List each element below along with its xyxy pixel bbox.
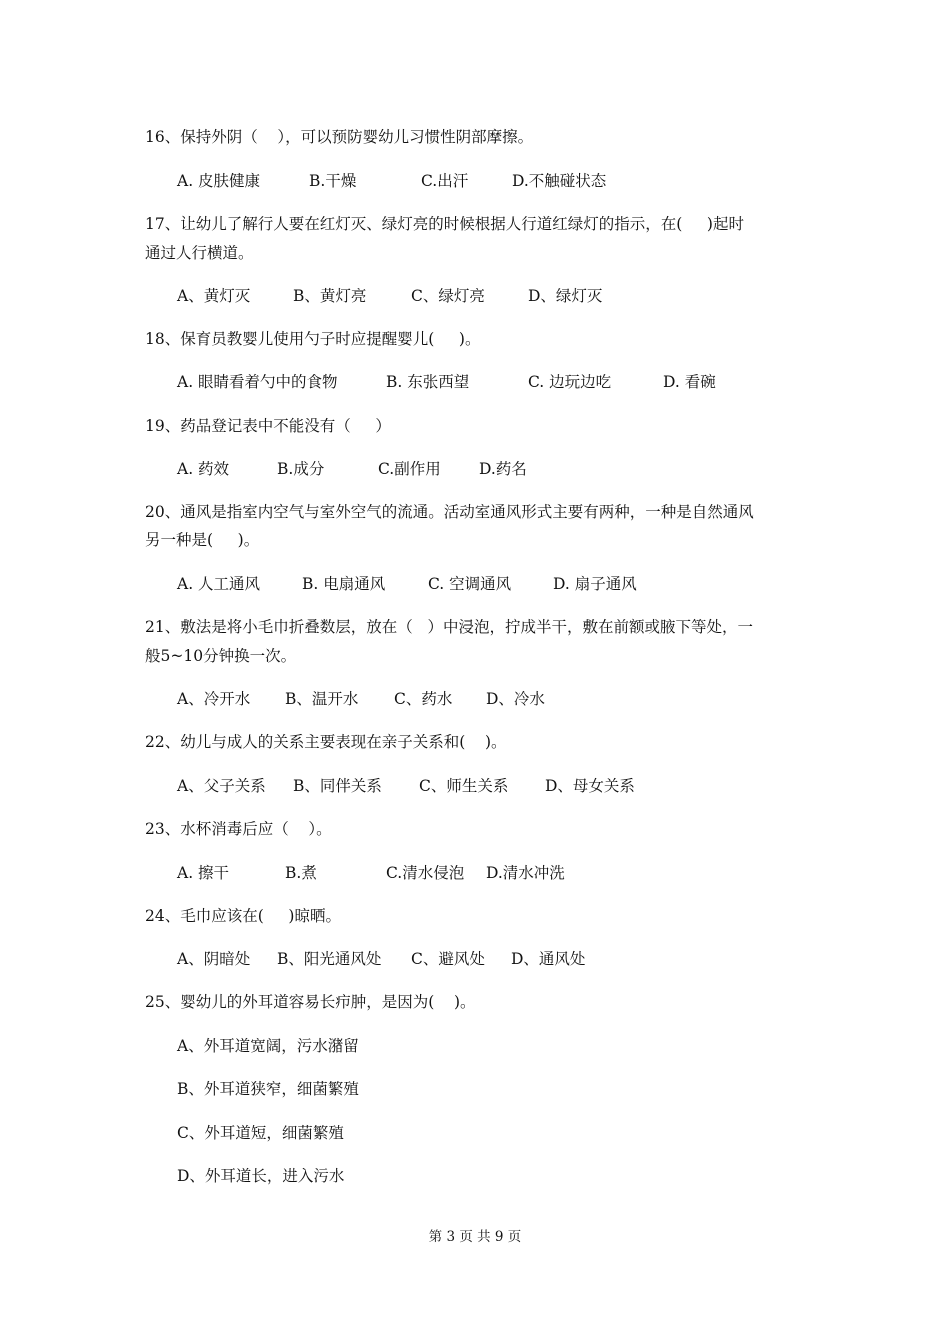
option-c: C、药水: [394, 690, 453, 708]
option-c: C、避风处: [411, 950, 485, 968]
question-23-text: 23、水杯消毒后应（ ）。: [145, 820, 332, 838]
option-a: A、阴暗处: [177, 950, 251, 968]
option-c: C.清水侵泡: [386, 864, 465, 882]
option-d: D.不触碰状态: [512, 172, 607, 190]
option-b: B.煮: [285, 864, 317, 882]
question-20-text: 20、通风是指室内空气与室外空气的流通。活动室通风形式主要有两种，一种是自然通风: [145, 503, 754, 521]
option-d: D、冷水: [486, 690, 545, 708]
option-b: B、同伴关系: [293, 777, 382, 795]
question-21-text: 21、敷法是将小毛巾折叠数层，放在（ ）中浸泡，拧成半干，敷在前额或腋下等处，一: [145, 618, 754, 636]
option-c: C、绿灯亮: [411, 287, 485, 305]
option-b: B、外耳道狭窄，细菌繁殖: [177, 1080, 359, 1098]
option-a: A、父子关系: [177, 777, 266, 795]
option-b: B.成分: [277, 460, 325, 478]
option-a: A. 眼睛看着勺中的食物: [177, 373, 338, 391]
option-c: C.出汗: [421, 172, 469, 190]
question-25-text: 25、婴幼儿的外耳道容易长疖肿，是因为( )。: [145, 993, 476, 1011]
option-b: B、阳光通风处: [277, 950, 382, 968]
option-d: D. 扇子通风: [553, 575, 637, 593]
option-d: D. 看碗: [663, 373, 716, 391]
question-18-text: 18、保育员教婴儿使用勺子时应提醒婴儿( )。: [145, 330, 481, 348]
question-16-text: 16、保持外阴（ ），可以预防婴幼儿习惯性阴部摩擦。: [145, 128, 534, 146]
option-a: A. 皮肤健康: [177, 172, 261, 190]
option-a: A、外耳道宽阔，污水潴留: [177, 1037, 359, 1055]
question-20-text-cont: 另一种是( )。: [145, 531, 260, 549]
option-a: A. 人工通风: [177, 575, 261, 593]
question-22-text: 22、幼儿与成人的关系主要表现在亲子关系和( )。: [145, 733, 507, 751]
option-c: C、师生关系: [419, 777, 509, 795]
option-d: D、外耳道长，进入污水: [177, 1167, 345, 1185]
page-footer: 第 3 页 共 9 页: [428, 1229, 522, 1245]
option-a: A. 擦干: [177, 864, 230, 882]
question-17-text-cont: 通过人行横道。: [145, 244, 254, 262]
option-d: D.清水冲洗: [486, 864, 565, 882]
option-c: C.副作用: [378, 460, 441, 478]
option-a: A、冷开水: [177, 690, 251, 708]
question-19-text: 19、药品登记表中不能没有（ ）: [145, 417, 391, 435]
option-a: A. 药效: [177, 460, 230, 478]
option-b: B、黄灯亮: [293, 287, 367, 305]
option-d: D、通风处: [511, 950, 586, 968]
option-d: D、母女关系: [545, 777, 635, 795]
question-17-text: 17、让幼儿了解行人要在红灯灭、绿灯亮的时候根据人行道红绿灯的指示，在( )起时: [145, 215, 744, 233]
option-d: D、绿灯灭: [528, 287, 603, 305]
option-c: C、外耳道短，细菌繁殖: [177, 1124, 344, 1142]
option-b: B.干燥: [309, 172, 357, 190]
option-a: A、黄灯灭: [177, 287, 251, 305]
option-d: D.药名: [479, 460, 527, 478]
question-24-text: 24、毛巾应该在( )晾晒。: [145, 907, 341, 925]
question-21-text-cont: 般5~10分钟换一次。: [145, 647, 297, 665]
option-b: B. 电扇通风: [302, 575, 386, 593]
option-b: B. 东张西望: [386, 373, 470, 391]
option-c: C. 空调通风: [428, 575, 512, 593]
option-b: B、温开水: [285, 690, 359, 708]
option-c: C. 边玩边吃: [528, 373, 612, 391]
